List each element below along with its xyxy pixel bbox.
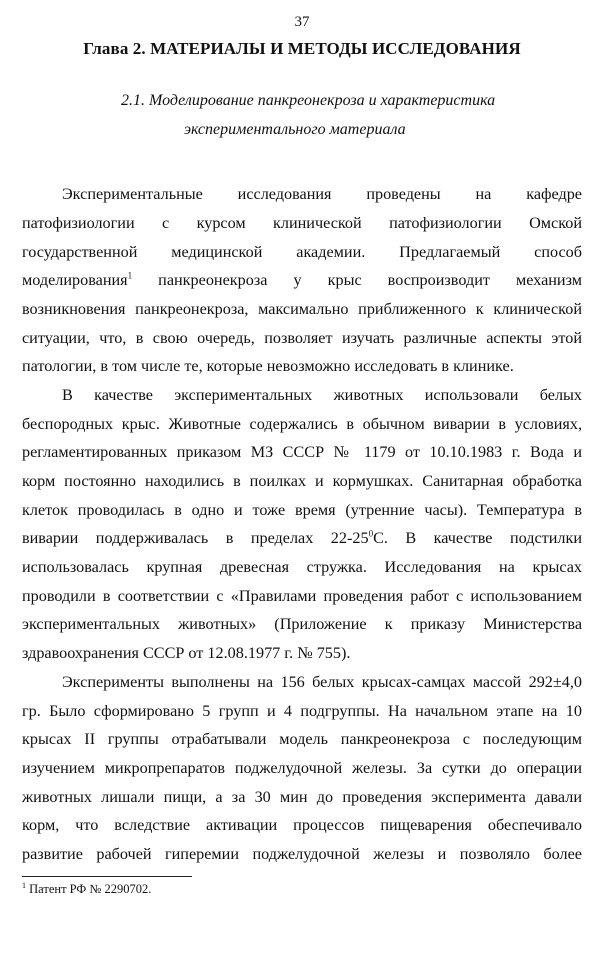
body-line: экспериментальных животных» (Приложение к приказу Министерства — [22, 615, 582, 633]
body-line: Экспериментальные исследования проведены на кафедре — [62, 185, 582, 203]
body-line: беспородных крыс. Животные содержались в обычном виварии в условиях, — [22, 415, 582, 433]
body-line: государственной медицинской академии. Предлагаемый способ — [22, 243, 582, 261]
page-number: 37 — [294, 14, 310, 30]
body-line: корм, что вследствие активации процессов пищеварения обеспечивало — [22, 816, 582, 834]
body-line: использовалась крупная древесная стружка. Исследования на крысах — [22, 558, 582, 576]
temperature-text: виварии поддерживалась в пределах 22-25 — [22, 529, 369, 547]
footnote — [22, 882, 151, 897]
body-line: патофизиологии с курсом клинической патофизиологии Омской — [22, 214, 582, 232]
body-line: развитие рабочей гиперемии поджелудочной железы и позволяло более — [22, 845, 582, 863]
footnote-number: 1 — [22, 880, 26, 890]
footnote-marker: 1 — [127, 270, 133, 281]
body-line: ситуации, что, в свою очередь, позволяет изучать различные аспекты этой — [22, 329, 582, 347]
body-line-with-footnote — [22, 268, 582, 292]
body-line-rest: панкреонекроза у крыс воспроизводит механизм — [158, 271, 583, 289]
body-line: возникновения панкреонекроза, максимально приближенного к клинической — [22, 300, 582, 318]
body-line-with-degree — [22, 526, 582, 550]
footnote-divider — [22, 876, 192, 877]
body-line: клеток проводилась в одно и тоже время (утренние часы). Температура в — [22, 501, 582, 519]
body-line: изучением микропрепаратов поджелудочной железы. За сутки до операции — [22, 759, 582, 777]
modeling-word: моделирования — [22, 271, 128, 289]
section-title-line-2: экспериментального материала — [184, 121, 406, 138]
body-line: проводили в соответствии с «Правилами проведения работ с использованием — [22, 587, 582, 605]
body-line: В качестве экспериментальных животных использовали белых — [62, 386, 582, 404]
section-title-line-1: 2.1. Моделирование панкреонекроза и характеристика — [121, 92, 496, 109]
body-line: регламентированных приказом МЗ СССР № 1179 от 10.10.1983 г. Вода и — [22, 443, 582, 461]
degree-marker: 0 — [368, 528, 374, 539]
body-line: животных лишали пищи, а за 30 мин до проведения эксперимента давали — [22, 788, 582, 806]
body-line: гр. Было сформировано 5 групп и 4 подгруппы. На начальном этапе на 10 — [22, 702, 582, 720]
body-line: патологии, в том числе те, которые невозможно исследовать в клинике. — [22, 357, 514, 375]
body-line: крысах II группы отрабатывали модель панкреонекроза с последующим — [22, 730, 582, 748]
body-line: здравоохранения СССР от 12.08.1977 г. № 755). — [22, 644, 351, 662]
temperature-text-rest: С. В качестве подстилки — [373, 529, 582, 547]
body-line: Эксперименты выполнены на 156 белых крысах-самцах массой 292±4,0 — [62, 673, 582, 691]
chapter-title: Глава 2. МАТЕРИАЛЫ И МЕТОДЫ ИССЛЕДОВАНИЯ — [83, 39, 521, 58]
footnote-text: Патент РФ № 2290702. — [29, 882, 152, 896]
body-line: корм постоянно находились в поилках и кормушках. Санитарная обработка — [22, 472, 582, 490]
